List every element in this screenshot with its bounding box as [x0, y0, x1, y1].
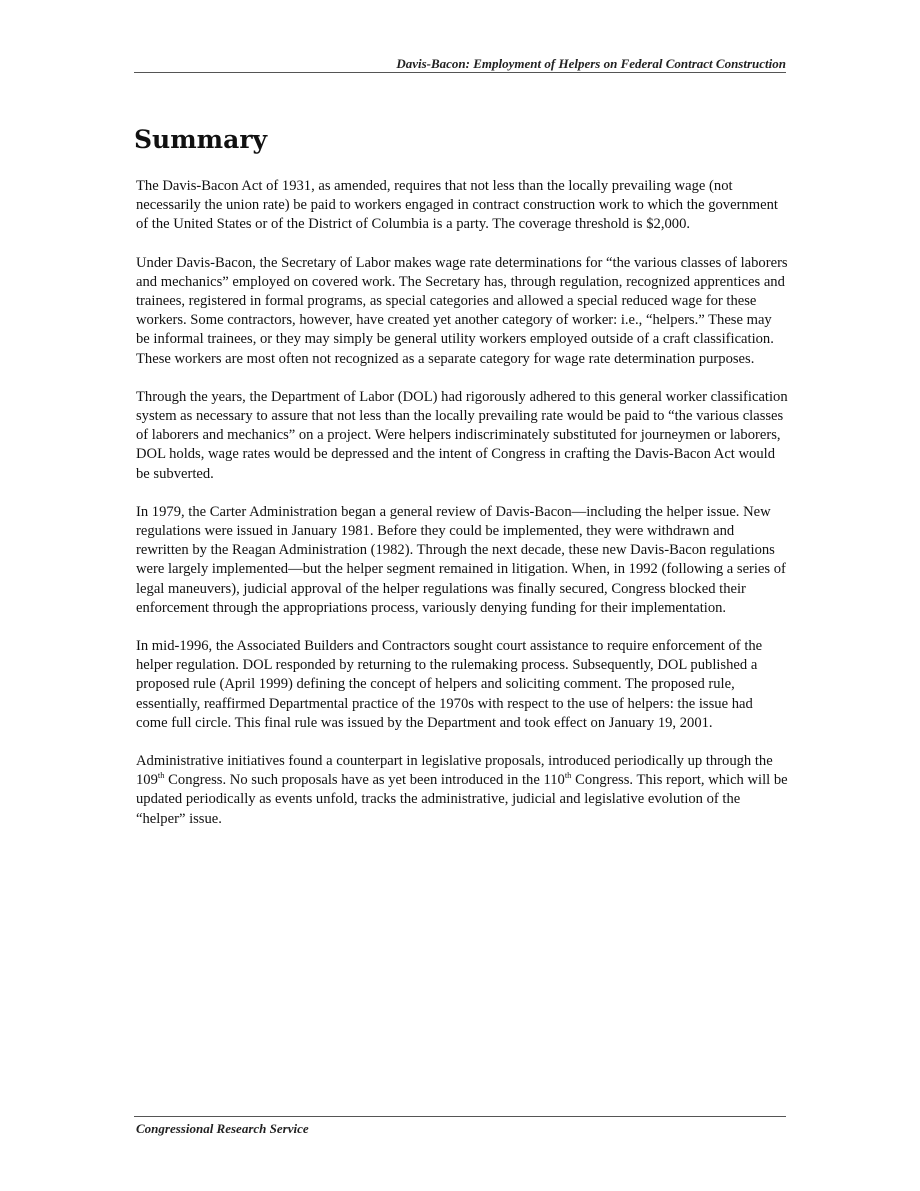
- paragraph-1: The Davis-Bacon Act of 1931, as amended, requires that not less than the locally prevailing wage (not necessarily the union rate) be paid to workers engaged in contract construction work to which the government of the United States or of the District of Columbia is a party. The coverage threshold is $2,000.: [136, 178, 778, 233]
- paragraph-5: In mid-1996, the Associated Builders and Contractors sought court assistance to require enforcement of the helper regulation. DOL responded by returning to the rulemaking process. Subsequently, DOL published a proposed rule (April 1999) defining the concept of helpers and soliciting comment. The proposed rule, essentially, reaffirmed Departmental practice of the 1970s with respect to the use of helpers: the issue had come full circle. This final rule was issued by the Department and took effect on January 19, 2001.: [136, 638, 763, 731]
- running-footer: Congressional Research Service: [136, 1121, 309, 1136]
- paragraph-4: In 1979, the Carter Administration began a general review of Davis-Bacon—including the helper issue. New regulations were issued in January 1981. Before they could be implemented, they were withdrawn and rewritten by the Reagan Administration (1982). Through the next decade, these new Davis-Bacon regulations were largely implemented—but the helper segment remained in litigation. When, in 1992 (following a series of legal maneuvers), judicial approval of the helper regulations was finally secured, Congress blocked their enforcement through the appropriations process, variously denying funding for their implementation.: [136, 503, 786, 616]
- paragraph-6: [136, 752, 788, 829]
- paragraph-6-part-2: Congress. No such proposals have as yet been introduced in the 110: [164, 772, 565, 789]
- ordinal-suffix-109: th: [157, 770, 165, 781]
- paragraph-2: Under Davis-Bacon, the Secretary of Labor makes wage rate determinations for “the various classes of laborers and mechanics” employed on covered work. The Secretary has, through regulation, recognized apprentices and trainees, registered in formal programs, as special categories and allowed a special reduced wage for these workers. Some contractors, however, have created yet another category of worker: i.e., “helpers.” These may be informal trainees, or they may simply be general utility workers employed outside of a craft classification. These workers are most often not recognized as a separate category for wage rate determination purposes.: [136, 254, 788, 367]
- footer-divider: [134, 1116, 786, 1117]
- section-title: Summary: [134, 125, 268, 154]
- paragraph-6-part-1: Administrative initiatives found a counterpart in legislative proposals, introduced periodically up through the 109: [136, 753, 773, 789]
- running-header: Davis-Bacon: Employment of Helpers on Federal Contract Construction: [396, 56, 786, 71]
- paragraph-3: Through the years, the Department of Labor (DOL) had rigorously adhered to this general worker classification system as necessary to assure that not less than the locally prevailing rate would be paid to “the various classes of laborers and mechanics” on a project. Were helpers indiscriminately substituted for journeymen or laborers, DOL holds, wage rates would be depressed and the intent of Congress in crafting the Davis-Bacon Act would be subverted.: [136, 388, 788, 482]
- paragraph-6-part-3: Congress. This report, which will be updated periodically as events unfold, tracks the administrative, judicial and legislative evolution of the “helper” issue.: [136, 772, 788, 827]
- summary-body: [136, 177, 788, 848]
- ordinal-suffix-110: th: [564, 770, 572, 781]
- header-divider: [134, 72, 786, 73]
